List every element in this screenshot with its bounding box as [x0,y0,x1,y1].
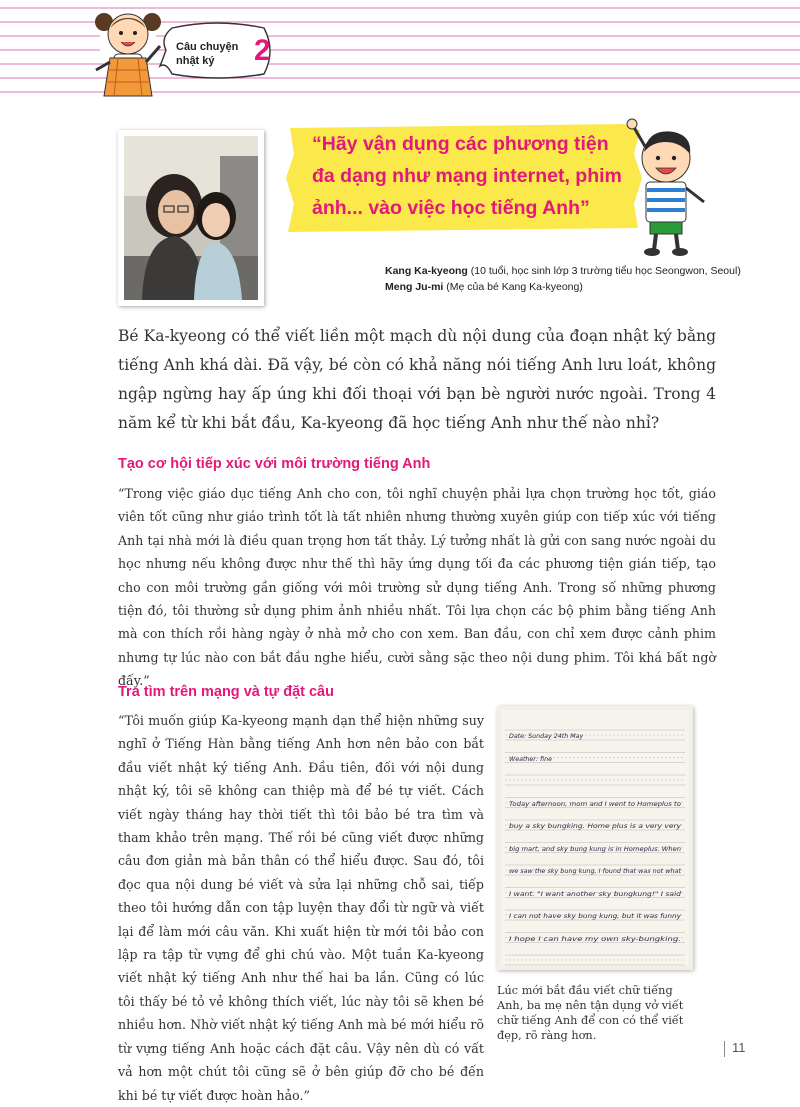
diary-story-label: Câu chuyện nhật ký [176,41,239,67]
boy-illustration [618,118,718,258]
diary-photo-frame [497,706,693,970]
quote-text: “Hãy vận dụng các phương tiện đa dạng như mạng internet, phim ảnh... vào việc học tiếng Anh” [312,133,622,219]
diary-line: Today afternoon, mom and I went to Homeplus to [509,801,666,808]
diary-caption: Lúc mới bắt đầu viết chữ tiếng Anh, ba mẹ nên tận dụng vở viết chữ tiếng Anh để con có thể viết đẹp, rõ ràng hơn. [497,984,684,1042]
intro-paragraph: Bé Ka-kyeong có thể viết liền một mạch dù nội dung của đoạn nhật ký bằng tiếng Anh khá dài. Đã vậy, bé còn có khả năng nói tiếng Anh lưu loát, không ngập ngừng hay ấp úng khi đối thoại với bạn bè người nước ngoài. Trong 4 năm kể từ khi bắt đầu, Ka-kyeong đã học tiếng Anh như thế nào nhỉ? [118,327,716,432]
photo-frame [118,130,264,306]
people-caption [385,263,741,295]
diary-page [501,710,689,966]
section2-heading: Tra tìm trên mạng và tự đặt câu [118,684,334,700]
diary-line: I can not have sky bung kung, but it was funny [509,913,658,920]
section2-paragraph: “Tôi muốn giúp Ka-kyeong mạnh dạn thể hiện những suy nghĩ ở Tiếng Hàn bằng tiếng Anh hơn nên bảo con bắt đầu viết nhật ký tiếng Anh. Đầu tiên, đối với nội dung nhật ký, tôi sẽ không can thiệp mà để bé tự viết. Cách viết ngày tháng hay thời tiết thì tôi bảo bé tra tìm và tham khảo trên mạng. Thế rồi bé cũng viết được những câu đơn giản mà bản thân có thể hiểu được. Sau đó, tôi đọc qua nội dung bé viết và sửa lại những chỗ sai, tiếp theo tôi hướng dẫn con tập luyện thay đổi từ ngữ và viết lại để làm mới câu văn. Khi xuất hiện từ mới tôi bảo con lập ra tập từ vựng để ghi chú vào. Một tuần Ka-kyeong viết nhật ký tiếng Anh như thế hai ba lần. Cũng có lúc tôi thấy bé tỏ vẻ không thích viết, lúc này tôi sẽ khen bé nhiều hơn. Nhờ viết nhật ký tiếng Anh mà bé mới hiểu rõ từ vựng tiếng Anh hoặc cách đặt câu. Vậy nên dù có vất vả hơn một chút tôi cũng sẽ ở bên giúp đỡ cho bé đến khi bé tự viết được hoàn hảo.” [118,713,484,1103]
page-number: 11 [732,1040,746,1055]
mother-daughter-photo [124,136,258,300]
section1-paragraph: “Trong việc giáo dục tiếng Anh cho con, tôi nghĩ chuyện phải lựa chọn trường học tốt, giáo viên tốt cũng như giáo trình tốt là tất nhiên nhưng thường xuyên giúp con tiếp xúc với tiếng Anh tại nhà mới là điều quan trọng hơn tất thảy. Lý tưởng nhất là gửi con sang nước ngoài du học nhưng nếu không được như thế thì hãy ứng dụng tối đa các phương tiện gián tiếp, tạo cho con môi trường gần giống với môi trường sử dụng tiếng Anh. Trong số những phương tiện đó, tôi thường sử dụng phim ảnh nhiều nhất. Tôi lựa chọn các bộ phim bằng tiếng Anh mà con thích rồi hàng ngày ở nhà mở cho con xem. Ban đầu, con chỉ xem được cảnh phim nhưng tự lúc nào con bắt đầu nghe hiểu, cười sằng sặc theo nội dung phim. Tôi khá bất ngờ đấy.” [118,486,716,689]
diary-line: Date: Sunday 24th May [509,733,584,740]
person-mother: Meng Ju-mi (Mẹ của bé Kang Ka-kyeong) [385,281,583,293]
diary-line: we saw the sky bung kung, I found that was not what [509,868,678,875]
diary-line: Weather: fine [509,756,552,763]
diary-story-number: 2 [254,34,271,67]
diary-line: buy a sky bungking. Home plus is a very very [509,823,682,830]
section1-heading: Tạo cơ hội tiếp xúc với môi trường tiếng Anh [118,456,431,472]
person-child: Kang Ka-kyeong (10 tuổi, học sinh lớp 3 trường tiểu học Seongwon, Seoul) [385,265,741,277]
diary-line: big mart, and sky bung kung is in Homeplus. When [509,846,671,853]
girl-illustration [88,0,168,100]
diary-line: I hope I can have my own sky-bungking. [509,936,681,943]
diary-line: I want. "I want another sky bungkung!" I said [509,891,652,898]
